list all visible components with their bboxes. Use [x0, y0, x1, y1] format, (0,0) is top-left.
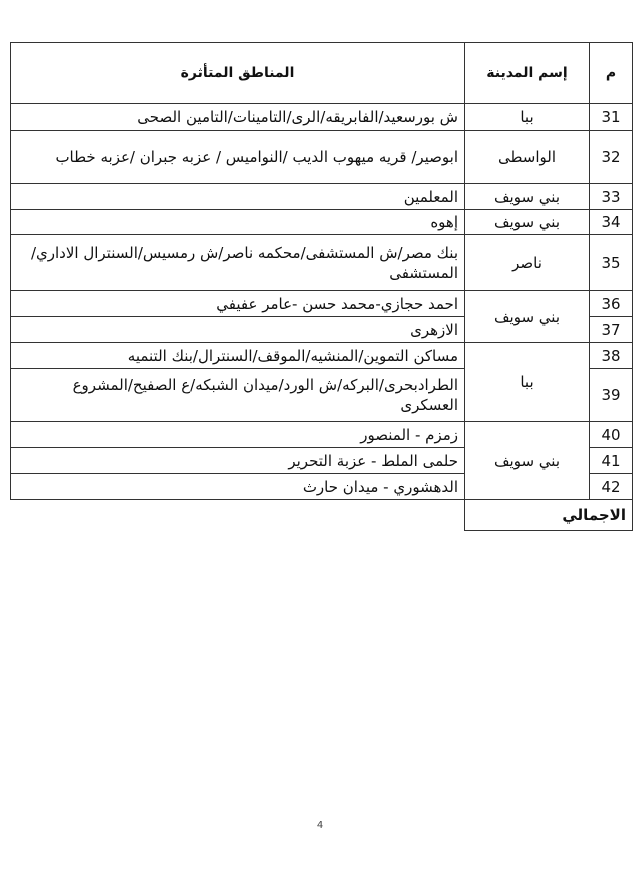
table-row — [11, 422, 633, 448]
row-num: 40 — [590, 422, 633, 448]
row-city: بني سويف — [465, 422, 590, 500]
affected-areas-table — [10, 42, 633, 531]
row-num: 34 — [590, 210, 633, 235]
row-num: 39 — [590, 369, 633, 422]
table-row — [11, 343, 633, 369]
row-area: احمد حجازي-محمد حسن -عامر عفيفي — [11, 291, 465, 317]
table-row — [11, 184, 633, 210]
row-area: الطرادبحرى/البركه/ش الورد/ميدان الشبكه/ع الصفيح/المشروع العسكرى — [11, 369, 465, 422]
row-area: ش بورسعيد/الفابريقه/الرى/التامينات/التامين الصحى — [11, 104, 465, 131]
page-number: 4 — [316, 820, 324, 831]
table-header-row — [11, 43, 633, 104]
row-num: 36 — [590, 291, 633, 317]
row-num: 35 — [590, 235, 633, 291]
row-area: إهوه — [11, 210, 465, 235]
row-area: المعلمين — [11, 184, 465, 210]
row-city: ببا — [465, 104, 590, 131]
row-area: مساكن التموين/المنشيه/الموقف/السنترال/بنك التنميه — [11, 343, 465, 369]
row-area: الازهرى — [11, 317, 465, 343]
row-city: ببا — [465, 343, 590, 422]
row-city: بني سويف — [465, 184, 590, 210]
row-area: الدهشوري - ميدان حارث — [11, 474, 465, 500]
row-num: 32 — [590, 131, 633, 184]
row-city: بني سويف — [465, 291, 590, 343]
row-city: ناصر — [465, 235, 590, 291]
table-row — [11, 291, 633, 317]
header-num: م — [590, 43, 633, 104]
row-area: حلمى الملط - عزبة التحرير — [11, 448, 465, 474]
row-city: الواسطى — [465, 131, 590, 184]
row-num: 37 — [590, 317, 633, 343]
row-num: 42 — [590, 474, 633, 500]
row-num: 33 — [590, 184, 633, 210]
row-area: بنك مصر/ش المستشفى/محكمه ناصر/ش رمسيس/السنترال الاداري/المستشفى — [11, 235, 465, 291]
row-city: بني سويف — [465, 210, 590, 235]
header-areas: المناطق المتأثرة — [11, 43, 465, 104]
total-spacer — [11, 500, 465, 531]
header-city: إسم المدينة — [465, 43, 590, 104]
row-area: ابوصير/ قريه ميهوب الديب /النواميس / عزبه جبران /عزبه خطاب — [11, 131, 465, 184]
table-row — [11, 104, 633, 131]
row-num: 41 — [590, 448, 633, 474]
row-num: 31 — [590, 104, 633, 131]
table-row — [11, 210, 633, 235]
row-area: زمزم - المنصور — [11, 422, 465, 448]
row-num: 38 — [590, 343, 633, 369]
total-label: الاجمالي — [465, 500, 633, 531]
table-row — [11, 235, 633, 291]
table-row — [11, 131, 633, 184]
total-row — [11, 500, 633, 531]
